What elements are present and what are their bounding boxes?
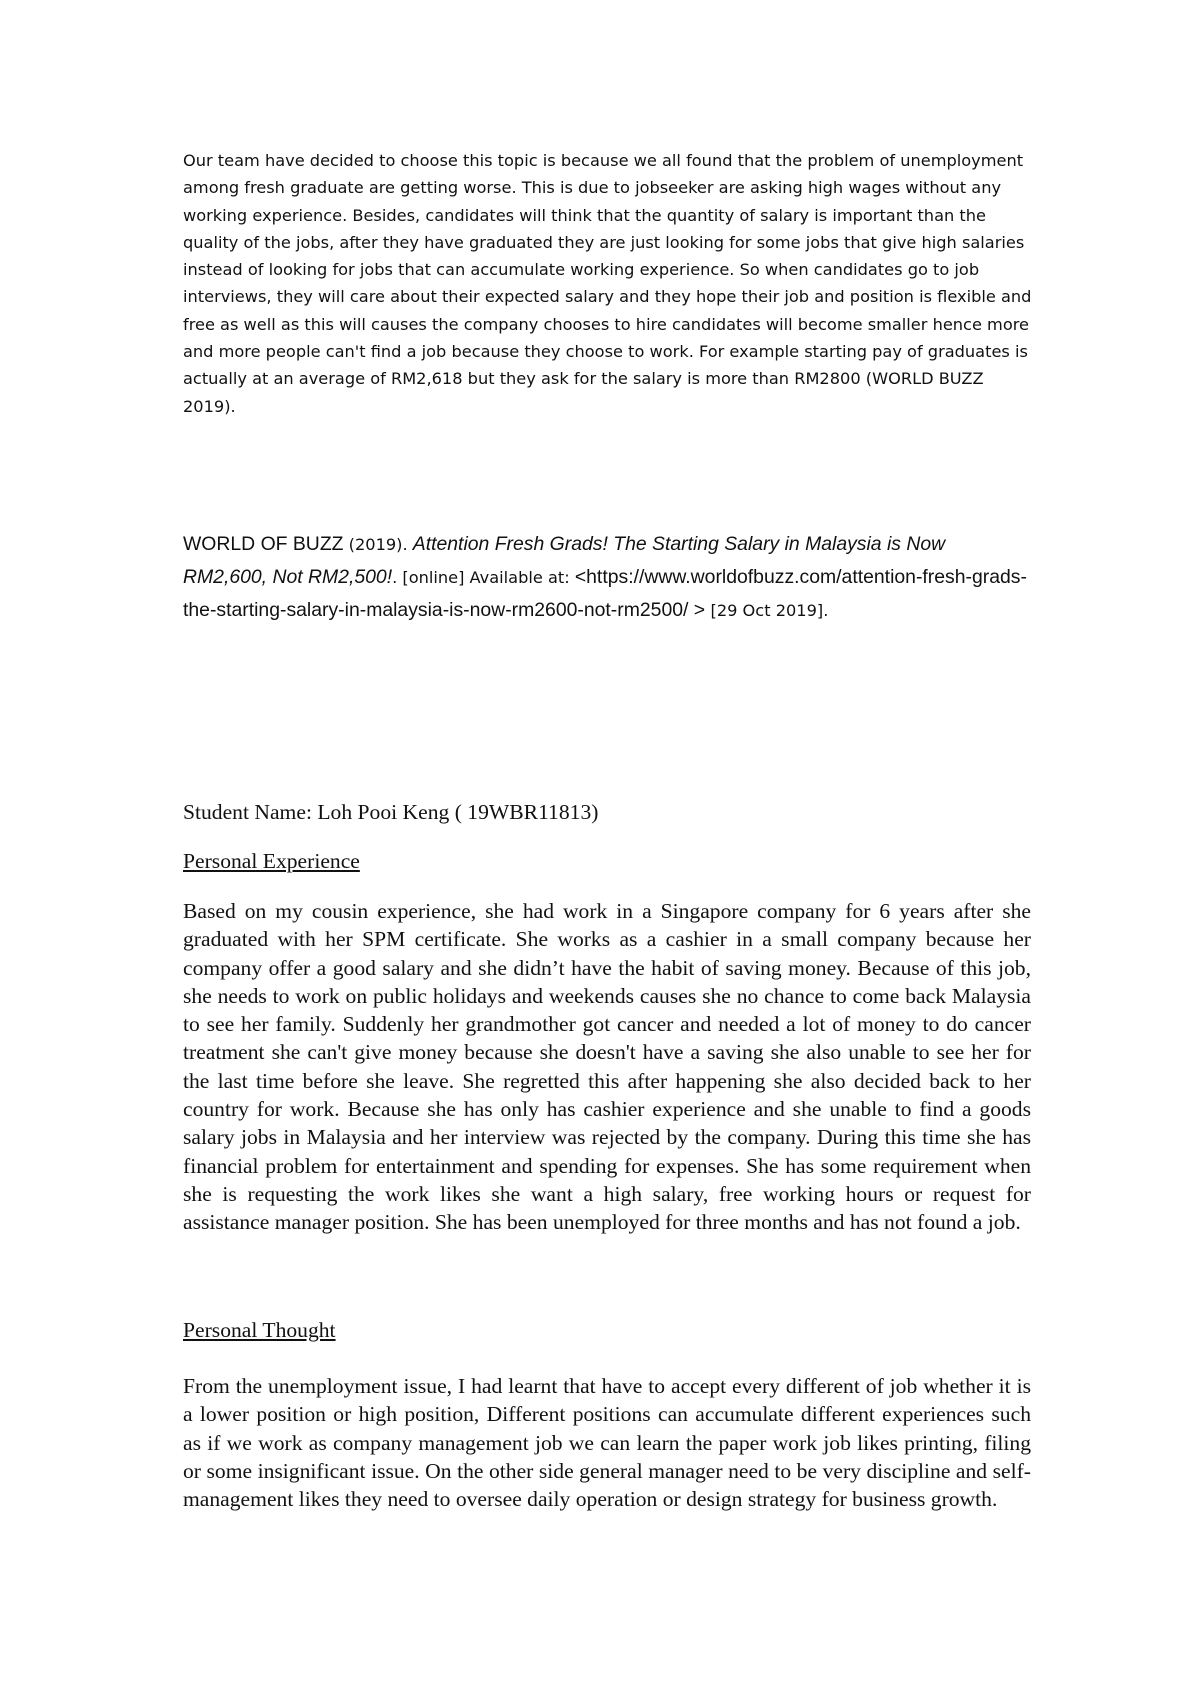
student-name: Student Name: Loh Pooi Keng ( 19WBR11813) [183, 800, 599, 824]
experience-paragraph: Based on my cousin experience, she had work in a Singapore company for 6 years after she graduated with her SPM certificate. She works as a cashier in a small company because her company offer a good salary and she didn’t have the habit of saving money. Because of this job, she needs to work on public holidays and weekends causes she no chance to come back Malaysia to see her family. Suddenly her grandmother got cancer and needed a lot of money to do cancer treatment she can't give money because she doesn't have a saving she also unable to see her for the last time before she leave. She regretted this after happening she also decided back to her country for work. Because she has only has cashier experience and she unable to find a goods salary jobs in Malaysia and her interview was rejected by the company. During this time she has financial problem for entertainment and spending for expenses. She has some requirement when she is requesting the work likes she want a high salary, free working hours or request for assistance manager position. She has been unemployed for three months and has not found a job. [183, 899, 1031, 1235]
reference-title: Attention Fresh Grads! The Starting Salary in Malaysia is Now RM2,600, Not RM2,500! [183, 533, 946, 588]
reference-year: (2019). [343, 535, 413, 554]
experience-heading: Personal Experience [183, 849, 360, 873]
intro-paragraph: Our team have decided to choose this topic is because we all found that the problem of unemployment among fresh graduate are getting worse. This is due to jobseeker are asking high wages without any working experience. Besides, candidates will think that the quantity of salary is important than the quality of the jobs, after they have graduated they are just looking for some jobs that give high salaries instead of looking for jobs that can accumulate working experience. So when candidates go to job interviews, they will care about their expected salary and they hope their job and position is flexible and free as well as this will causes the company chooses to hire candidates will become smaller hence more and more people can't find a job because they choose to work. For example starting pay of graduates is actually at an average of RM2,618 but they ask for the salary is more than RM2800 (WORLD BUZZ 2019). [183, 151, 1032, 416]
reference-period: . [392, 568, 403, 587]
thought-heading: Personal Thought [183, 1318, 336, 1342]
reference-url: <https://www.worldofbuzz.com/attention-fresh-grads-the-starting-salary-in-malaysia-is-now-rm2600-not-rm2500/ > [183, 566, 1027, 621]
reference-online: [online] Available at: [402, 568, 575, 587]
reference-accessed: [29 Oct 2019]. [710, 601, 829, 620]
reference-citation [183, 528, 1033, 627]
reference-author: WORLD OF BUZZ [183, 533, 344, 555]
thought-paragraph: From the unemployment issue, I had learnt that have to accept every different of job whether it is a lower position or high position, Different positions can accumulate different experiences such as if we work as company management job we can learn the paper work job likes printing, filing or some insignificant issue. On the other side general manager need to be very discipline and self-management likes they need to oversee daily operation or design strategy for business growth. [183, 1374, 1031, 1512]
